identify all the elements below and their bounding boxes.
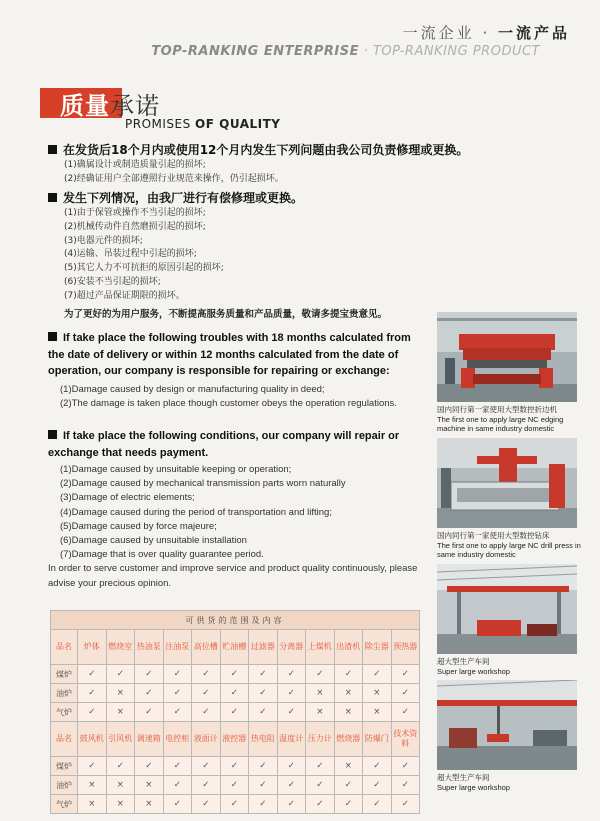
header-en — [151, 44, 540, 59]
table-row — [51, 776, 420, 795]
table-header-cell: 压力计 — [306, 722, 335, 757]
table-cell: × — [135, 776, 164, 795]
bullet-square-icon — [48, 430, 57, 439]
table-cell: ✓ — [220, 776, 249, 795]
table-header-row — [51, 722, 420, 757]
table-cell: ✓ — [220, 684, 249, 703]
table-caption: 可供货的范围及内容 — [51, 611, 420, 630]
table-cell: ✓ — [163, 776, 192, 795]
table-cell: ✓ — [249, 703, 278, 722]
table-cell: ✓ — [277, 684, 306, 703]
table-cell: ✓ — [78, 684, 107, 703]
table-header-cell: 贮油槽 — [220, 630, 249, 665]
table-cell: ✓ — [363, 776, 392, 795]
photo-caption-1 — [437, 405, 589, 434]
list-item: (7)Damage that is over quality guarantee period. — [60, 549, 264, 561]
table-cell: ✓ — [277, 665, 306, 684]
table-cell: × — [135, 795, 164, 814]
row-label: 煤炉 — [51, 665, 78, 684]
table-header-cell: 液控器 — [220, 722, 249, 757]
table-cell: ✓ — [192, 776, 221, 795]
table-cell: ✓ — [249, 665, 278, 684]
caption-cn: 国内同行第一家使用大型数控折边机 — [437, 405, 557, 414]
table-cell: ✓ — [220, 703, 249, 722]
table-cell: ✓ — [391, 795, 420, 814]
table-cell: × — [306, 703, 335, 722]
table-cell: ✓ — [306, 795, 335, 814]
table-cell: ✓ — [277, 703, 306, 722]
header-cn-part2: 一流产品 — [497, 24, 570, 42]
table-cell: ✓ — [192, 795, 221, 814]
list-item: (1)由于保管或操作不当引起的损坏; — [64, 208, 206, 218]
table-cell: ✓ — [192, 703, 221, 722]
table-cell: ✓ — [391, 703, 420, 722]
header-cn — [403, 22, 570, 43]
table-cell: ✓ — [306, 776, 335, 795]
table-header-cell: 出渣机 — [334, 630, 363, 665]
list-item: (5)Damage caused by force majeure; — [60, 520, 217, 532]
table-header-cell: 调速箱 — [135, 722, 164, 757]
table-header-cell: 炉体 — [78, 630, 107, 665]
en-section-2-heading-text: If take place the following conditions, our company will repair or exchange that needs payment. — [48, 430, 400, 459]
list-item: (2)Damage caused by mechanical transmission parts worn naturally — [60, 478, 346, 490]
list-item: (6)Damage caused by unsuitable installation — [60, 535, 247, 547]
list-item: (1)Damage caused by unsuitable keeping or operation; — [60, 464, 292, 475]
table-cell: × — [334, 757, 363, 776]
caption-en: The first one to apply large NC edging machine in same industry domestic — [437, 414, 564, 433]
table-cell: ✓ — [78, 703, 107, 722]
table-cell: ✓ — [334, 665, 363, 684]
table-header-cell: 电控柜 — [163, 722, 192, 757]
photo-caption-4 — [437, 773, 589, 792]
table-row — [51, 795, 420, 814]
table-cell: × — [106, 684, 135, 703]
table-header-cell: 高位槽 — [192, 630, 221, 665]
table-cell: × — [106, 795, 135, 814]
row-label: 煤炉 — [51, 757, 78, 776]
cn-section-2 — [48, 190, 303, 304]
table-cell: ✓ — [192, 665, 221, 684]
table-cell: × — [106, 703, 135, 722]
table-header-cell: 除尘器 — [363, 630, 392, 665]
table-cell: × — [78, 795, 107, 814]
title-en-part2: OF QUALITY — [195, 117, 281, 131]
caption-cn: 国内同行第一家使用大型数控钻床 — [437, 531, 550, 540]
caption-en: Super large workshop — [437, 666, 510, 676]
caption-en: The first one to apply large NC drill press in same industry domestic — [437, 540, 581, 559]
photo-caption-3 — [437, 657, 589, 676]
photo-drill-press — [437, 438, 577, 528]
cn-section-2-heading: 发生下列情况，由我厂进行有偿修理或更换。 — [48, 190, 303, 207]
table-cell: ✓ — [306, 757, 335, 776]
list-item: (3)电器元件的损坏; — [64, 235, 143, 246]
supply-scope-table — [50, 610, 420, 814]
header-cn-part1: 一流企业 · — [402, 24, 498, 42]
photo-workshop-1 — [437, 564, 577, 654]
table-header-cell: 燃烧器 — [334, 722, 363, 757]
title-cn-bold: 质量 — [60, 92, 110, 120]
table-cell: × — [306, 684, 335, 703]
table-row — [51, 703, 420, 722]
table-cell: ✓ — [163, 684, 192, 703]
table-header-cell: 引风机 — [106, 722, 135, 757]
list-item: (7)超过产品保证期限的损坏。 — [64, 290, 185, 301]
table-cell: ✓ — [106, 757, 135, 776]
cn-section-1 — [48, 142, 468, 187]
table-cell: ✓ — [391, 776, 420, 795]
table-header-cell: 热油泵 — [135, 630, 164, 665]
photo-workshop-2 — [437, 680, 577, 770]
photo-caption-2 — [437, 531, 589, 560]
table-cell: ✓ — [363, 757, 392, 776]
en-section-1 — [48, 330, 426, 411]
caption-cn: 超大型生产车间 — [437, 657, 490, 666]
list-item: (4)运输、吊装过程中引起的损坏; — [64, 249, 197, 260]
table-header-cell: 预热器 — [391, 630, 420, 665]
en-note: In order to serve customer and improve service and product quality continuously, please advise your precious opinion. — [48, 563, 418, 589]
table-cell: ✓ — [391, 665, 420, 684]
en-section-2 — [48, 428, 426, 591]
table-cell: ✓ — [391, 757, 420, 776]
table-cell: ✓ — [163, 703, 192, 722]
title-cn-rest: 承诺 — [110, 92, 160, 120]
table-header-cell: 注油泵 — [163, 630, 192, 665]
table-cell: ✓ — [306, 665, 335, 684]
table-cell: ✓ — [192, 757, 221, 776]
cn-note: 为了更好的为用户服务，不断提高服务质量和产品质量，敬请多提宝贵意见。 — [64, 309, 388, 320]
table-cell: ✓ — [135, 757, 164, 776]
table-cell: ✓ — [277, 776, 306, 795]
table-cell: ✓ — [135, 703, 164, 722]
table-header-cell: 分离器 — [277, 630, 306, 665]
row-label: 气炉 — [51, 703, 78, 722]
table-header-cell: 过滤器 — [249, 630, 278, 665]
table-cell: ✓ — [249, 684, 278, 703]
header-en-part1: TOP-RANKING ENTERPRISE — [151, 44, 360, 59]
table-cell: ✓ — [363, 665, 392, 684]
table-cell: × — [106, 776, 135, 795]
table-cell: ✓ — [135, 684, 164, 703]
caption-cn: 超大型生产车间 — [437, 773, 490, 782]
table-cell: × — [363, 703, 392, 722]
title-en-part1: PROMISES — [125, 117, 196, 131]
table-cell: ✓ — [163, 795, 192, 814]
list-item: (4)Damage caused during the period of transportation and lifting; — [60, 506, 332, 518]
title-en — [125, 117, 280, 131]
table-header-cell: 鼓风机 — [78, 722, 107, 757]
table-header-cell: 热电阻 — [249, 722, 278, 757]
cn-section-1-heading: 在发货后18个月内或使用12个月内发生下列问题由我公司负责修理或更换。 — [48, 142, 468, 159]
table-cell: ✓ — [277, 757, 306, 776]
list-item: (5)其它人力不可抗拒的原因引起的损坏; — [64, 263, 224, 274]
table-cell: × — [334, 684, 363, 703]
table-cell: ✓ — [220, 795, 249, 814]
table-header-cell: 上煤机 — [306, 630, 335, 665]
list-item: (1)Damage caused by design or manufacturing quality in deed; — [60, 383, 325, 395]
table-header-cell: 防爆门 — [363, 722, 392, 757]
list-item: (1)确属设计或制造质量引起的损坏; — [64, 160, 206, 170]
table-header-cell: 燃烧室 — [106, 630, 135, 665]
en-section-1-heading — [48, 330, 426, 380]
table-cell: ✓ — [78, 665, 107, 684]
table-cell: ✓ — [249, 757, 278, 776]
table-cell: ✓ — [249, 776, 278, 795]
row-label: 油炉 — [51, 776, 78, 795]
table-header-cell: 液面计 — [192, 722, 221, 757]
table-cell: × — [363, 684, 392, 703]
table-row — [51, 665, 420, 684]
table-cell: ✓ — [78, 757, 107, 776]
table-corner: 品名 — [51, 722, 78, 757]
table-cell: ✓ — [220, 757, 249, 776]
header-en-part2: · TOP-RANKING PRODUCT — [359, 44, 540, 59]
table-cell: ✓ — [192, 684, 221, 703]
row-label: 气炉 — [51, 795, 78, 814]
list-item: (2)The damage is taken place though customer obeys the operation regulations. — [60, 397, 397, 409]
table-corner: 品名 — [51, 630, 78, 665]
list-item: (2)机械传动件自然磨损引起的损坏; — [64, 221, 206, 232]
table-cell: ✓ — [334, 795, 363, 814]
table-row — [51, 757, 420, 776]
table-cell: ✓ — [106, 665, 135, 684]
table-header-row — [51, 630, 420, 665]
table-cell: ✓ — [163, 757, 192, 776]
table-header-cell: 技术资料 — [391, 722, 420, 757]
en-section-1-heading-text: If take place the following troubles with 18 months calculated from the date of delivery or within 12 months calculated from the date of operation, our company is responsible for repairing or exchange: — [48, 332, 411, 377]
list-item: (2)经确证用户全部遵照行业规范来操作，仍引起损坏。 — [64, 173, 284, 184]
table-cell: ✓ — [391, 684, 420, 703]
table-cell: ✓ — [277, 795, 306, 814]
table-header-cell: 温度计 — [277, 722, 306, 757]
table-cell: ✓ — [220, 665, 249, 684]
bullet-square-icon — [48, 332, 57, 341]
table-row — [51, 684, 420, 703]
list-item: (3)Damage of electric elements; — [60, 492, 195, 504]
title-cn — [60, 86, 160, 121]
list-item: (6)安装不当引起的损坏; — [64, 276, 161, 287]
en-section-2-heading — [48, 428, 426, 461]
table-cell: × — [334, 703, 363, 722]
table-cell: ✓ — [135, 665, 164, 684]
table-cell: ✓ — [334, 776, 363, 795]
table-cell: ✓ — [363, 795, 392, 814]
table-cell: ✓ — [163, 665, 192, 684]
table-cell: × — [78, 776, 107, 795]
caption-en: Super large workshop — [437, 782, 510, 792]
row-label: 油炉 — [51, 684, 78, 703]
photo-edging-machine — [437, 312, 577, 402]
table-cell: ✓ — [249, 795, 278, 814]
